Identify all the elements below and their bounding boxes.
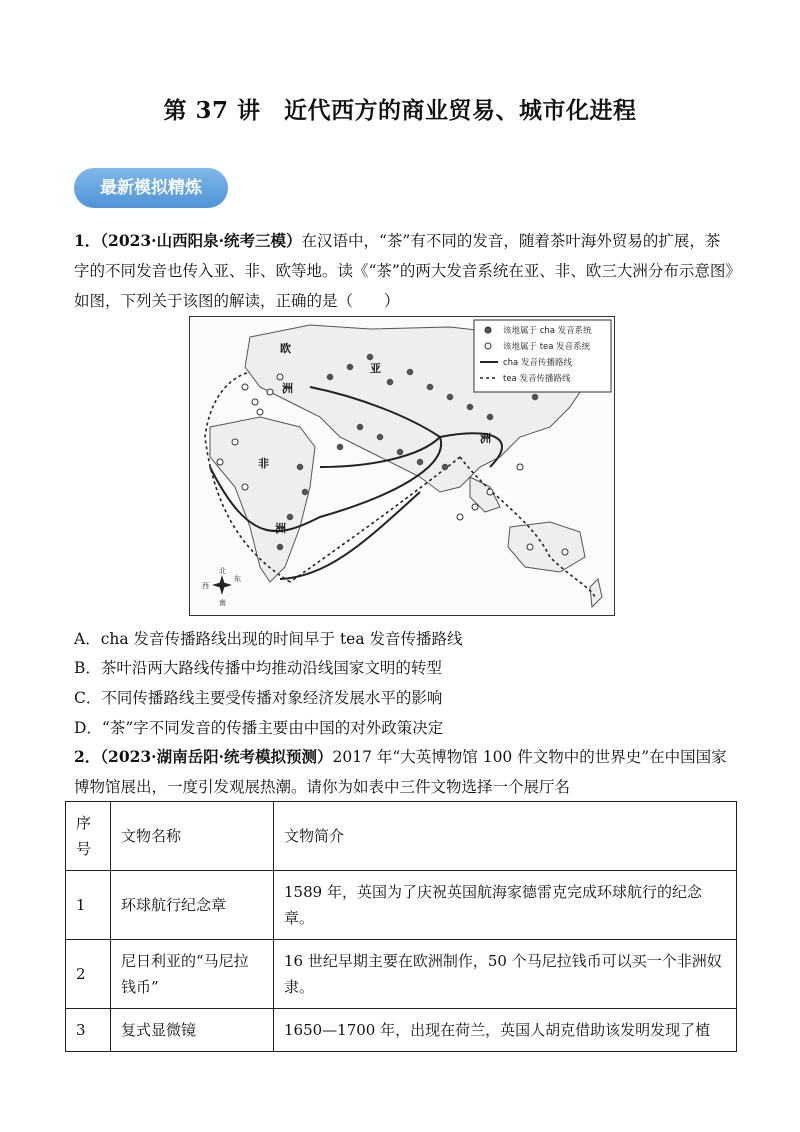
section-badge: 最新模拟精炼 — [74, 168, 228, 208]
question-number: 2． — [74, 747, 101, 766]
question-text: 在汉语中，“茶”有不同的发音，随着茶叶海外贸易的扩展，茶字的不同发音也传入亚、非、欧等地。读《“茶”的两大发音系统在亚、非、欧三大洲分布示意图》如图，下列关于该图的解读，正确的是（ ） — [74, 232, 734, 310]
question-number: 1． — [74, 231, 101, 250]
legend-cha-point: 该地属于 cha 发音系统 — [503, 326, 592, 336]
question-text: 2017 年“大英博物馆 100 件文物中的世界史”在中国国家博物馆展出，一度引发观展热潮。请你为如表中三件文物选择一个展厅名 — [74, 748, 727, 796]
label-asia-1: 亚 — [370, 362, 381, 375]
table-row — [66, 940, 737, 1009]
australia-land — [508, 522, 585, 572]
legend-cha-point-icon — [485, 327, 491, 333]
cell-index: 1 — [66, 871, 111, 940]
question-1-option-b[interactable]: B．茶叶沿两大路线传播中均推动沿线国家文明的转型 — [74, 659, 442, 677]
compass-west: 西 — [202, 582, 209, 590]
table-row — [66, 1009, 737, 1052]
legend-tea-route: tea 发音传播路线 — [503, 374, 571, 384]
page-title: 第 37 讲 近代西方的商业贸易、城市化进程 — [163, 97, 637, 124]
header-name: 文物名称 — [111, 802, 274, 871]
header-index: 序号 — [66, 802, 111, 871]
compass-north: 北 — [219, 567, 226, 575]
cell-description: 1650—1700 年，出现在荷兰，英国人胡克借助该发明发现了植 — [274, 1009, 737, 1052]
cell-name: 复式显微镜 — [111, 1009, 274, 1052]
question-2-stem — [74, 742, 734, 802]
label-asia-2: 洲 — [480, 432, 491, 445]
cell-index: 3 — [66, 1009, 111, 1052]
question-1-option-c[interactable]: C．不同传播路线主要受传播对象经济发展水平的影响 — [74, 689, 443, 707]
artifacts-table — [65, 801, 737, 1052]
table-row — [66, 871, 737, 940]
question-1-option-d[interactable]: D．“茶”字不同发音的传播主要由中国的对外政策决定 — [74, 719, 444, 737]
label-europe-2: 洲 — [282, 382, 293, 395]
legend-tea-point-icon — [485, 343, 491, 349]
question-1-option-a[interactable]: A．cha 发音传播路线出现的时间早于 tea 发音传播路线 — [74, 630, 463, 648]
label-africa-1: 非 — [258, 457, 269, 470]
tea-pronunciation-map — [189, 316, 615, 616]
table-header-row — [66, 802, 737, 871]
compass-rose-icon — [202, 566, 241, 607]
cell-name: 环球航行纪念章 — [111, 871, 274, 940]
africa-land — [210, 417, 315, 582]
question-source: （2023·山西阳泉·统考三模） — [100, 231, 302, 250]
label-africa-2: 洲 — [275, 522, 286, 535]
question-1-stem — [74, 226, 734, 316]
legend-tea-point: 该地属于 tea 发音系统 — [503, 342, 591, 352]
compass-south: 南 — [219, 599, 226, 607]
compass-east: 东 — [234, 575, 241, 583]
cell-description: 1589 年，英国为了庆祝英国航海家德雷克完成环球航行的纪念章。 — [274, 871, 737, 940]
cell-name: 尼日利亚的“马尼拉钱币” — [111, 940, 274, 1009]
header-description: 文物简介 — [274, 802, 737, 871]
cell-description: 16 世纪早期主要在欧洲制作，50 个马尼拉钱币可以买一个非洲奴隶。 — [274, 940, 737, 1009]
legend-cha-route: cha 发音传播路线 — [503, 358, 572, 368]
question-source: （2023·湖南岳阳·统考模拟预测） — [100, 747, 333, 766]
map-legend — [474, 320, 611, 392]
nz-land — [590, 579, 602, 607]
label-europe-1: 欧 — [280, 342, 291, 355]
cell-index: 2 — [66, 940, 111, 1009]
